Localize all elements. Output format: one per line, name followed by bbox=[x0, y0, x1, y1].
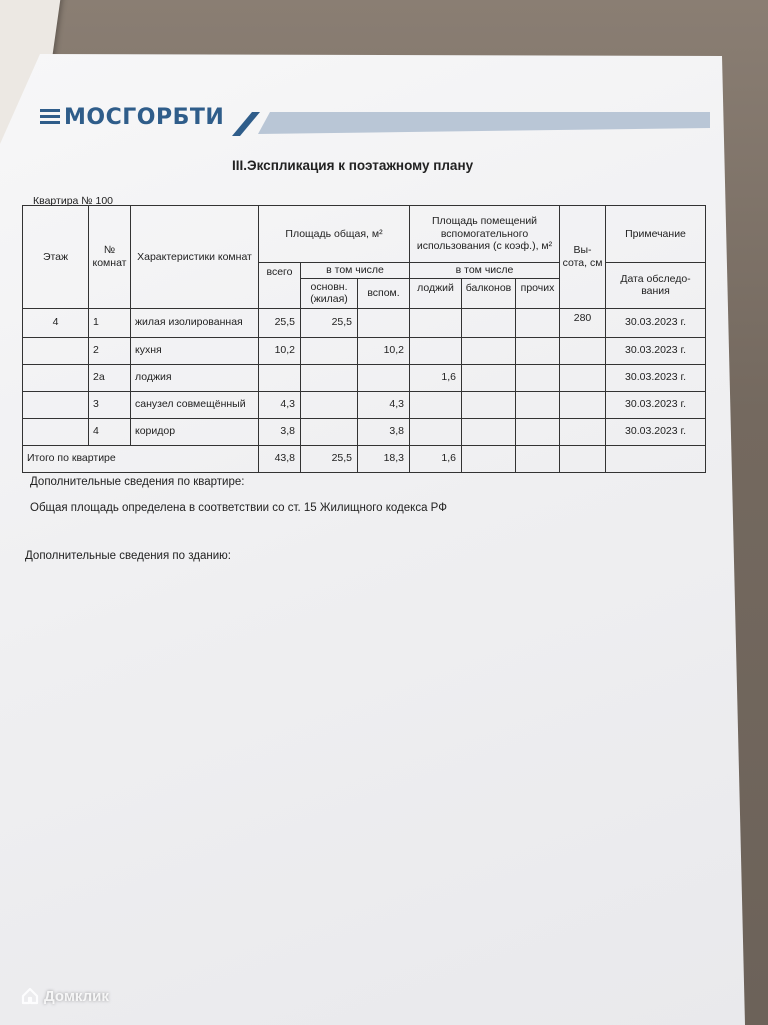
cell-room: 3 bbox=[89, 391, 131, 418]
cell-other bbox=[516, 337, 560, 364]
header-other: прочих bbox=[516, 278, 560, 308]
additional-apartment-label: Дополнительные сведения по квартире: bbox=[30, 476, 245, 488]
logo-text: МОСГОРБТИ bbox=[64, 104, 225, 130]
table-row bbox=[23, 308, 706, 337]
header-including-2: в том числе bbox=[410, 263, 560, 279]
header-room-char: Характеристики комнат bbox=[131, 206, 259, 309]
cell-date: 30.03.2023 г. bbox=[606, 418, 706, 445]
cell-total: 25,5 bbox=[259, 308, 301, 337]
cell-main bbox=[301, 364, 358, 391]
cell-total: 4,3 bbox=[259, 391, 301, 418]
cell-height: 280 bbox=[560, 308, 606, 337]
cell-main bbox=[301, 418, 358, 445]
cell-main bbox=[301, 337, 358, 364]
area-note: Общая площадь определена в соответствии со ст. 15 Жилищного кодекса РФ bbox=[30, 502, 447, 514]
logo-stripes-icon bbox=[40, 108, 60, 126]
cell-aux bbox=[358, 364, 410, 391]
cell-date: 30.03.2023 г. bbox=[606, 308, 706, 337]
cell-room: 1 bbox=[89, 308, 131, 337]
table-row bbox=[23, 418, 706, 445]
cell-char: жилая изолированная bbox=[131, 308, 259, 337]
cell-loggia bbox=[410, 337, 462, 364]
cell-floor bbox=[23, 337, 89, 364]
watermark-text: Домклик bbox=[44, 987, 109, 1005]
table-row bbox=[23, 337, 706, 364]
cell-date: 30.03.2023 г. bbox=[606, 364, 706, 391]
cell-main: 25,5 bbox=[301, 308, 358, 337]
cell-total bbox=[259, 364, 301, 391]
cell-balcony bbox=[462, 418, 516, 445]
totals-row bbox=[23, 445, 706, 472]
totals-aux: 18,3 bbox=[358, 445, 410, 472]
header-survey-date: Дата обследо-вания bbox=[606, 263, 706, 309]
cell-floor bbox=[23, 364, 89, 391]
cell-height bbox=[560, 364, 606, 391]
cell-loggia: 1,6 bbox=[410, 364, 462, 391]
cell-floor bbox=[23, 391, 89, 418]
totals-balcony bbox=[462, 445, 516, 472]
cell-char: лоджия bbox=[131, 364, 259, 391]
additional-building-label: Дополнительные сведения по зданию: bbox=[25, 550, 231, 562]
logo bbox=[40, 104, 224, 130]
cell-date: 30.03.2023 г. bbox=[606, 337, 706, 364]
cell-room: 4 bbox=[89, 418, 131, 445]
table-row bbox=[23, 391, 706, 418]
header-total-area: Площадь общая, м² bbox=[259, 206, 410, 263]
totals-total: 43,8 bbox=[259, 445, 301, 472]
house-icon bbox=[20, 986, 40, 1006]
cell-room: 2 bbox=[89, 337, 131, 364]
header-total: всего bbox=[259, 263, 301, 309]
cell-aux: 3,8 bbox=[358, 418, 410, 445]
header-balconies: балконов bbox=[462, 278, 516, 308]
cell-balcony bbox=[462, 308, 516, 337]
header-including-1: в том числе bbox=[301, 263, 410, 279]
cell-floor: 4 bbox=[23, 308, 89, 337]
cell-balcony bbox=[462, 337, 516, 364]
cell-other bbox=[516, 391, 560, 418]
header-aux: вспом. bbox=[358, 278, 410, 308]
document-title: III.Экспликация к поэтажному плану bbox=[232, 158, 474, 173]
cell-loggia bbox=[410, 391, 462, 418]
cell-loggia bbox=[410, 418, 462, 445]
header-room-no: № комнат bbox=[89, 206, 131, 309]
header-note: Примечание bbox=[606, 206, 706, 263]
totals-main: 25,5 bbox=[301, 445, 358, 472]
header-loggias: лоджий bbox=[410, 278, 462, 308]
table-row bbox=[23, 364, 706, 391]
cell-room: 2а bbox=[89, 364, 131, 391]
cell-balcony bbox=[462, 364, 516, 391]
apartment-label: Квартира № 100 bbox=[33, 195, 113, 207]
cell-other bbox=[516, 418, 560, 445]
cell-total: 3,8 bbox=[259, 418, 301, 445]
explication-table bbox=[22, 205, 706, 473]
totals-other bbox=[516, 445, 560, 472]
cell-loggia bbox=[410, 308, 462, 337]
cell-height bbox=[560, 391, 606, 418]
cell-floor bbox=[23, 418, 89, 445]
watermark bbox=[20, 986, 109, 1006]
cell-aux bbox=[358, 308, 410, 337]
totals-height bbox=[560, 445, 606, 472]
totals-date bbox=[606, 445, 706, 472]
cell-balcony bbox=[462, 391, 516, 418]
cell-height bbox=[560, 418, 606, 445]
cell-date: 30.03.2023 г. bbox=[606, 391, 706, 418]
cell-char: санузел совмещённый bbox=[131, 391, 259, 418]
cell-aux: 10,2 bbox=[358, 337, 410, 364]
cell-height bbox=[560, 337, 606, 364]
header-floor: Этаж bbox=[23, 206, 89, 309]
cell-aux: 4,3 bbox=[358, 391, 410, 418]
cell-char: кухня bbox=[131, 337, 259, 364]
header-height: Вы-сота, см bbox=[560, 206, 606, 309]
totals-loggia: 1,6 bbox=[410, 445, 462, 472]
cell-other bbox=[516, 308, 560, 337]
header-aux-area: Площадь помещений вспомогательного использования (с коэф.), м² bbox=[410, 206, 560, 263]
cell-other bbox=[516, 364, 560, 391]
totals-label: Итого по квартире bbox=[23, 445, 259, 472]
header-main: основн. (жилая) bbox=[301, 278, 358, 308]
cell-char: коридор bbox=[131, 418, 259, 445]
cell-main bbox=[301, 391, 358, 418]
cell-total: 10,2 bbox=[259, 337, 301, 364]
header-bar bbox=[232, 108, 710, 138]
